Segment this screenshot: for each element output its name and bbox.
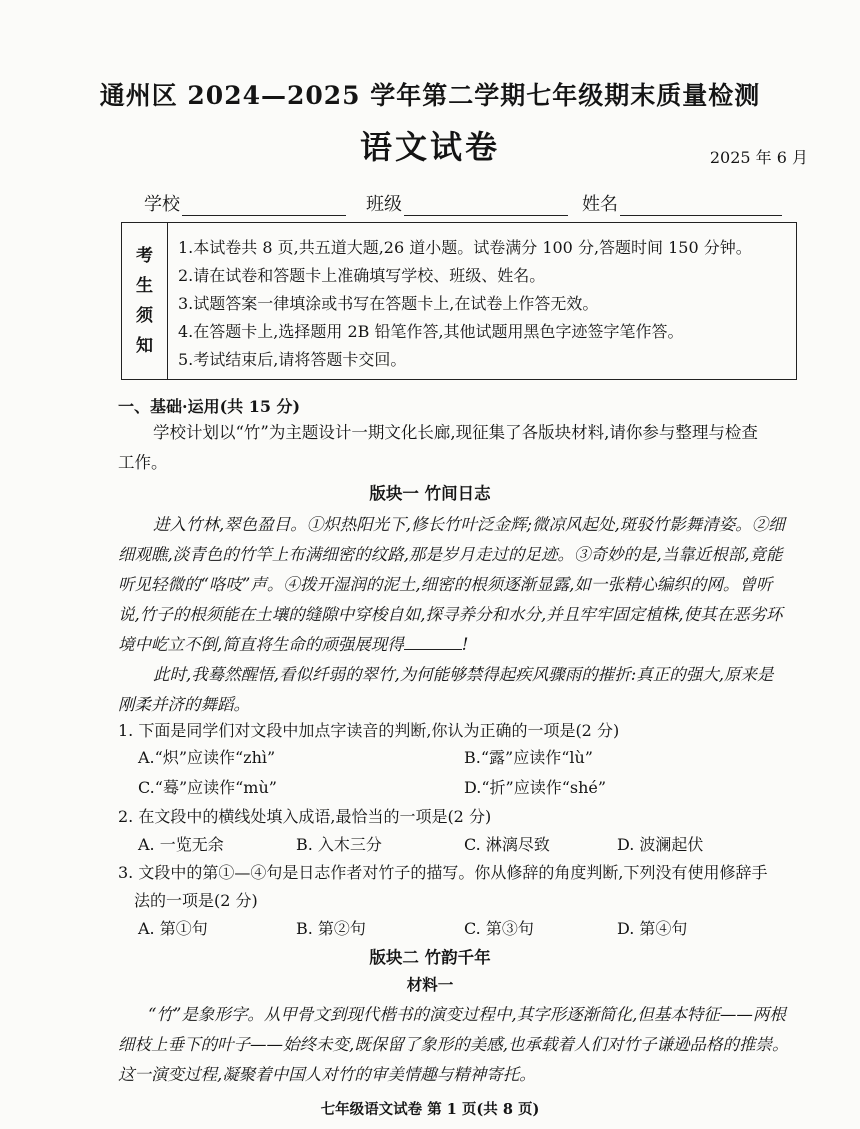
passage-line: 听见轻微的“咯吱”声。④拨开湿润的泥土,细密的根须逐渐显露,如一张精心编织的网。曾听 <box>118 575 773 594</box>
block1-title: 版块一 竹间日志 <box>369 484 491 503</box>
material-line: “竹”是象形字。从甲骨文到现代楷书的演变过程中,其字形逐渐简化,但基本特征——两根 <box>148 1005 786 1024</box>
notice-list <box>168 223 796 379</box>
notice-item: 4.在答题卡上,选择题用 2B 铅笔作答,其他试题用黑色字迹签字笔作答。 <box>178 322 684 341</box>
passage-line: 此时,我蓦然醒悟,看似纤弱的翠竹,为何能够禁得起疾风骤雨的摧折:真正的强大,原来是 <box>153 665 774 684</box>
question-1-option-b[interactable]: B.“露”应读作“lù” <box>464 748 593 767</box>
question-2-stem: 2. 在文段中的横线处填入成语,最恰当的一项是(2 分) <box>118 807 492 826</box>
question-3-option-a[interactable]: A. 第①句 <box>138 919 208 938</box>
notice-label <box>122 223 168 379</box>
question-1-option-c[interactable]: C.“蓦”应读作“mù” <box>138 778 277 797</box>
class-label: 班级 <box>366 194 402 215</box>
notice-item: 3.试题答案一律填涂或书写在答题卡上,在试卷上作答无效。 <box>178 294 599 313</box>
material-line: 细枝上垂下的叶子——始终未变,既保留了象形的美感,也承载着人们对竹子谦逊品格的推崇。 <box>118 1035 789 1054</box>
notice-label-char: 生 <box>136 276 153 296</box>
question-2-option-b[interactable]: B. 入木三分 <box>296 835 382 854</box>
question-3-option-d[interactable]: D. 第④句 <box>617 919 688 938</box>
school-input-line[interactable] <box>182 193 346 216</box>
question-3-stem: 3. 文段中的第①—④句是日志作者对竹子的描写。你从修辞的角度判断,下列没有使用修辞手 <box>118 863 768 882</box>
passage-punct: ! <box>461 635 469 654</box>
question-3-stem: 法的一项是(2 分) <box>134 891 258 910</box>
name-label: 姓名 <box>582 194 618 215</box>
exam-date: 2025 年 6 月 <box>709 148 808 167</box>
notice-label-char: 知 <box>136 336 153 356</box>
question-1-option-a[interactable]: A.“炽”应读作“zhì” <box>138 748 276 767</box>
question-1-stem: 1. 下面是同学们对文段中加点字读音的判断,你认为正确的一项是(2 分) <box>118 721 620 740</box>
passage-line: 进入竹林,翠色盈目。①炽热阳光下,修长竹叶泛金辉;微凉风起处,斑驳竹影舞清姿。②细 <box>153 515 785 534</box>
section-heading: 一、基础·运用(共 15 分) <box>118 397 301 416</box>
block2-title: 版块二 竹韵千年 <box>369 948 491 967</box>
passage-line: 刚柔并济的舞蹈。 <box>118 695 250 714</box>
question-3-option-c[interactable]: C. 第③句 <box>464 919 534 938</box>
section-intro-line: 学校计划以“竹”为主题设计一期文化长廊,现征集了各版块材料,请你参与整理与检查 <box>153 423 758 442</box>
question-2-option-c[interactable]: C. 淋漓尽致 <box>464 835 550 854</box>
section-intro-line: 工作。 <box>118 453 168 472</box>
school-label: 学校 <box>144 194 180 215</box>
notice-item: 2.请在试卷和答题卡上准确填写学校、班级、姓名。 <box>178 266 546 285</box>
material1-title: 材料一 <box>406 975 454 994</box>
passage-line: 境中屹立不倒,简直将生命的顽强展现得 <box>118 635 404 654</box>
question-2-option-a[interactable]: A. 一览无余 <box>138 835 224 854</box>
passage-line: 细观瞧,淡青色的竹竿上布满细密的纹路,那是岁月走过的足迹。③奇妙的是,当靠近根部,竟能 <box>118 545 783 564</box>
material-line: 这一演变过程,凝聚着中国人对竹的审美情趣与精神寄托。 <box>118 1065 536 1084</box>
exam-title: 通州区 2024—2025 学年第二学期七年级期末质量检测 <box>99 81 761 110</box>
notice-label-char: 须 <box>136 306 153 326</box>
school-field[interactable] <box>144 190 346 216</box>
page-footer: 七年级语文试卷 第 1 页(共 8 页) <box>320 1101 540 1118</box>
notice-item: 1.本试卷共 8 页,共五道大题,26 道小题。试卷满分 100 分,答题时间 150 分钟。 <box>178 238 752 257</box>
class-input-line[interactable] <box>404 193 568 216</box>
passage-line: 说,竹子的根须能在土壤的缝隙中穿梭自如,探寻养分和水分,并且牢牢固定植株,使其在恶劣环 <box>118 605 783 624</box>
question-2-option-d[interactable]: D. 波澜起伏 <box>617 835 704 854</box>
exam-notice-box <box>121 222 797 380</box>
exam-subtitle: 语文试卷 <box>359 128 500 166</box>
name-input-line[interactable] <box>620 193 782 216</box>
name-field[interactable] <box>582 190 782 216</box>
notice-item: 5.考试结束后,请将答题卡交回。 <box>178 350 407 369</box>
question-1-option-d[interactable]: D.“折”应读作“shé” <box>464 778 607 797</box>
fill-blank[interactable] <box>404 633 462 650</box>
class-field[interactable] <box>366 190 568 216</box>
passage-line-with-blank <box>118 630 468 660</box>
question-3-option-b[interactable]: B. 第②句 <box>296 919 366 938</box>
notice-label-char: 考 <box>136 246 153 266</box>
